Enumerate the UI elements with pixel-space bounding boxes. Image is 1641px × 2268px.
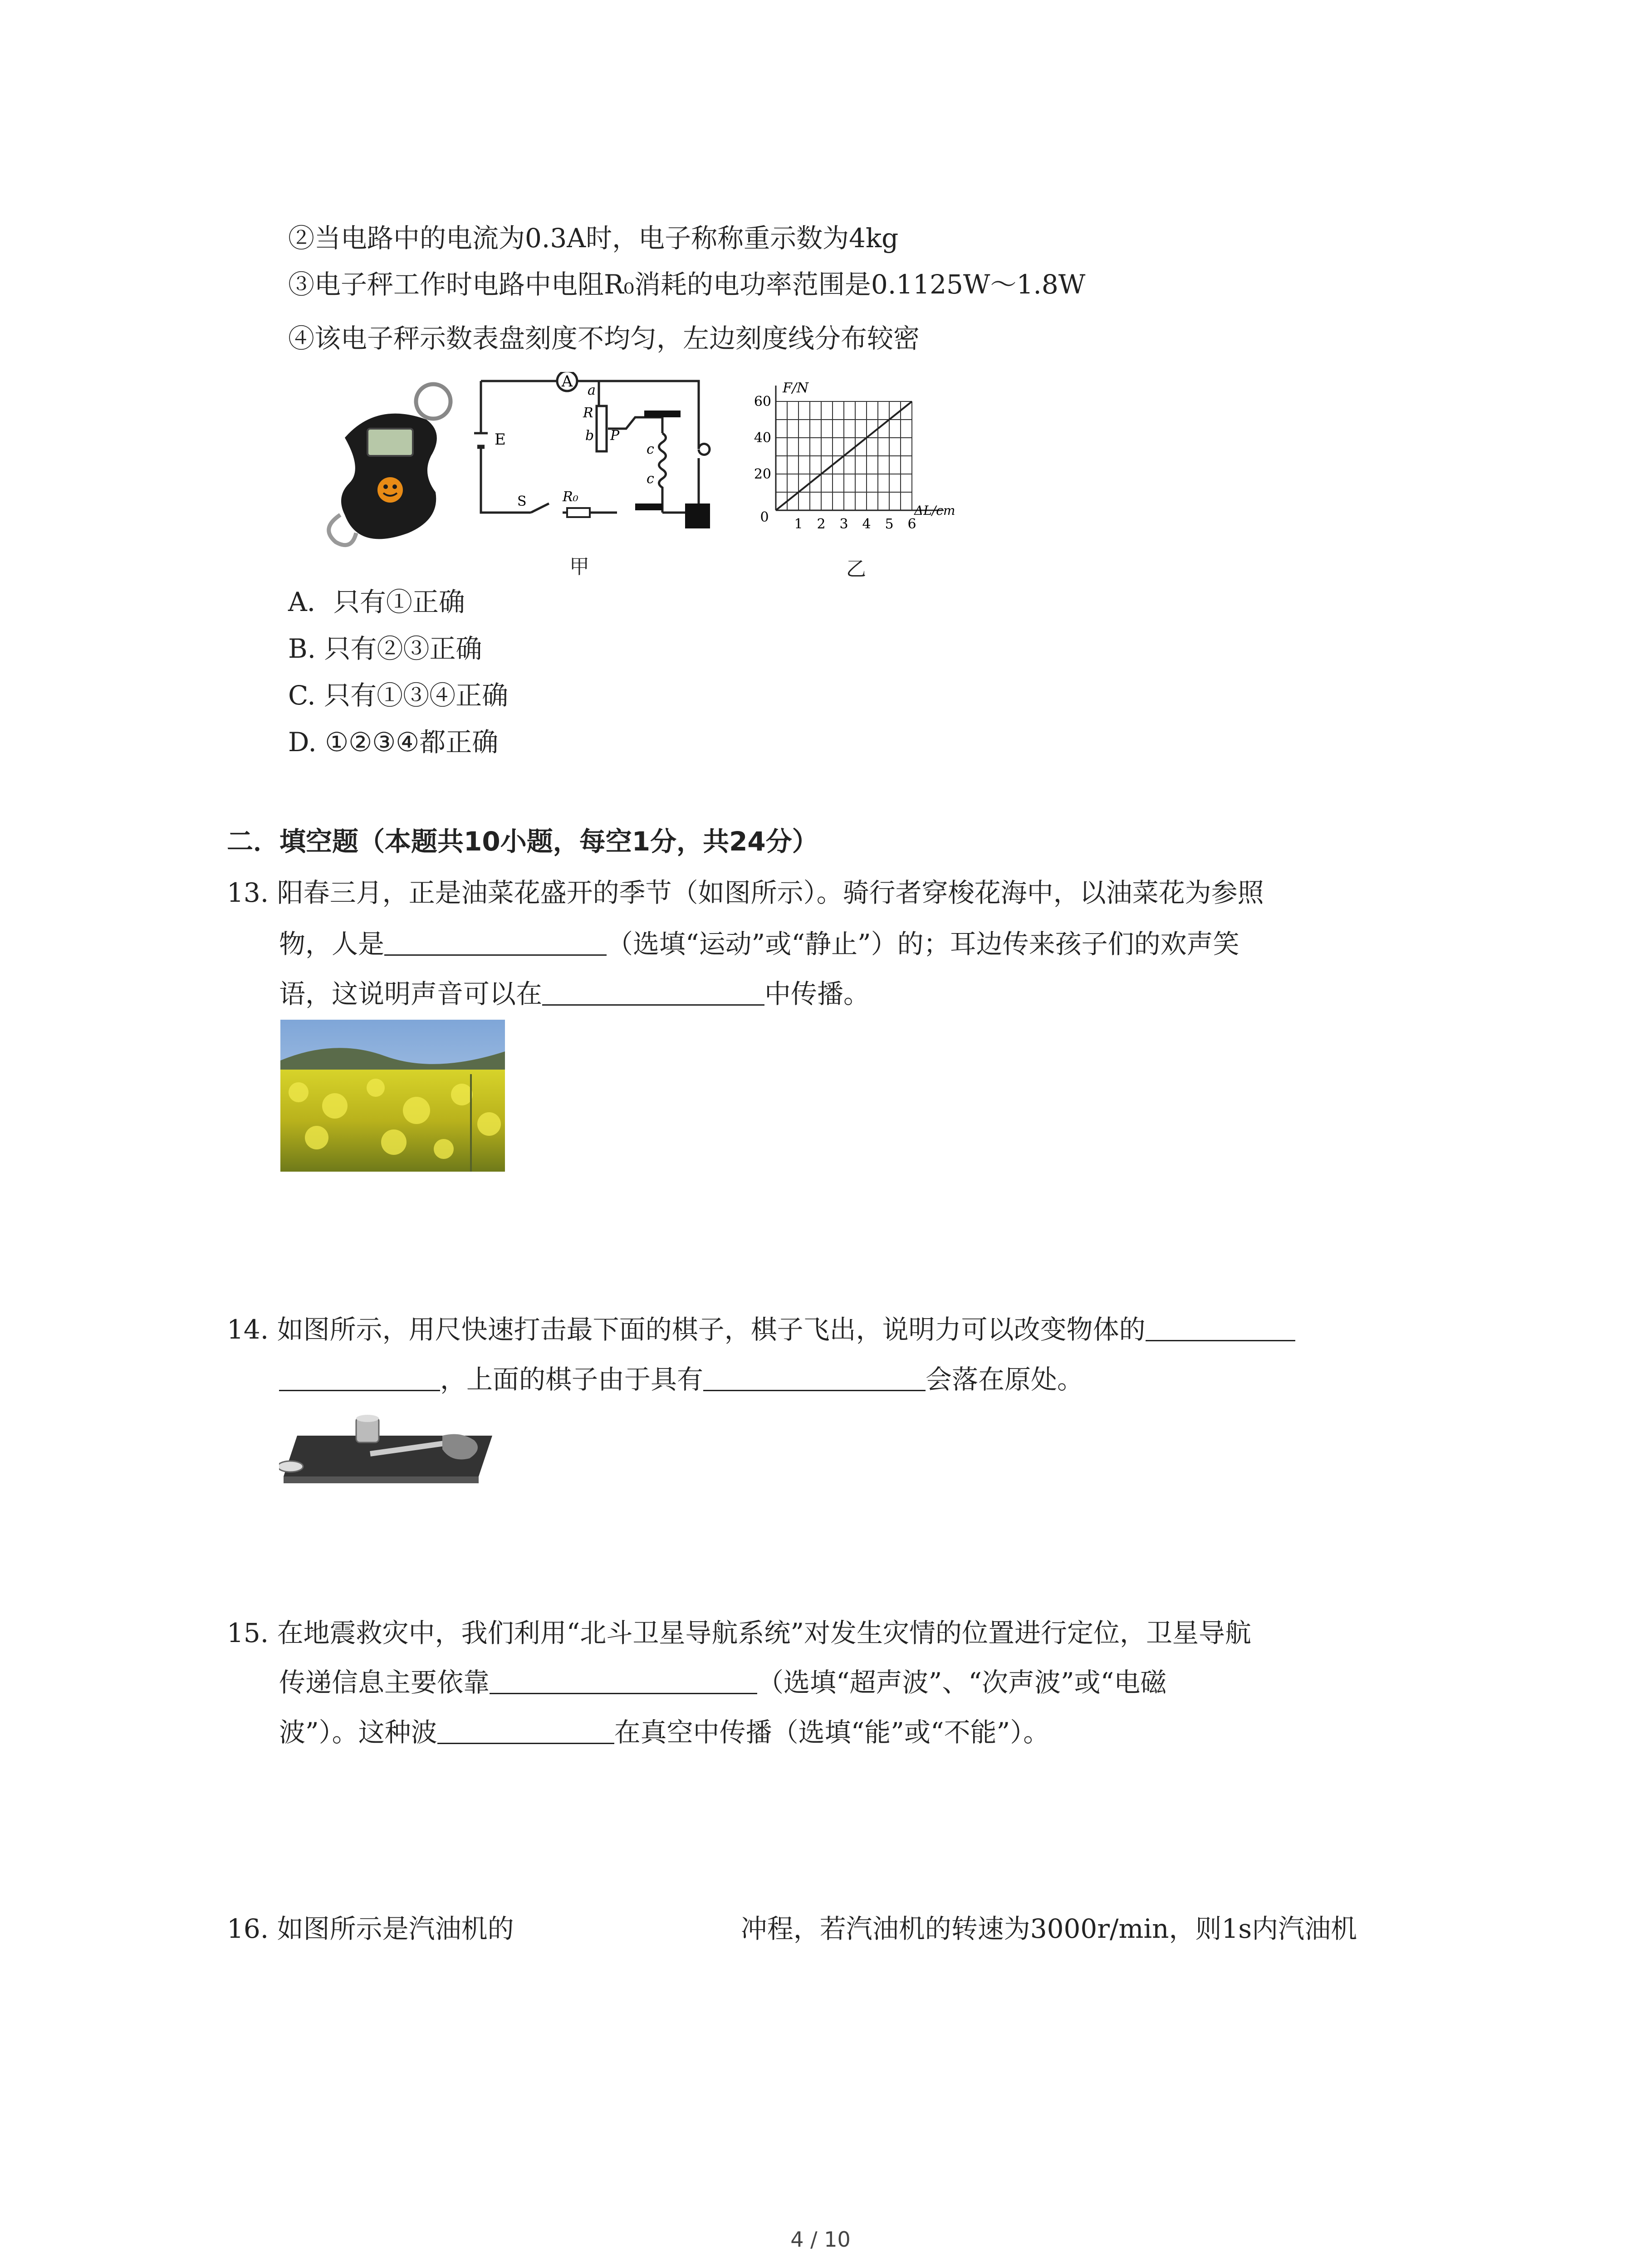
switch-label: S — [517, 494, 527, 509]
ammeter-label: A — [561, 372, 573, 391]
q15-line2-start: 传递信息主要依靠 — [279, 1667, 490, 1698]
q15-line3-end: 在真空中传播（选填“能”或“不能”）。 — [614, 1717, 1050, 1748]
force-extension-chart — [744, 379, 962, 542]
chart-x-tick-label: 1 — [794, 516, 803, 532]
q13-line2-start: 物，人是 — [279, 929, 385, 959]
q15-blank-2[interactable] — [437, 1714, 614, 1744]
label-c-upper: c — [647, 441, 654, 457]
chart-x-tick-label: 4 — [862, 516, 871, 532]
section-heading: 二．填空题（本题共10小题，每空1分，共24分） — [227, 826, 818, 857]
statement-3: ③电子秤工作时电路中电阻R₀消耗的电功率范围是0.1125W～1.8W — [288, 269, 1086, 300]
chart-y-axis-label: F/N — [783, 380, 809, 396]
q13-line1: 13. 阳春三月，正是油菜花盛开的季节（如图所示）。骑行者穿梭花海中，以油菜花为参照 — [227, 877, 1264, 908]
q14-line2-end: 会落在原处。 — [926, 1364, 1084, 1395]
chart-y-tick-label: 40 — [754, 430, 771, 446]
q16-line1-start: 16. 如图所示是汽油机的 — [227, 1913, 514, 1944]
option-a: A．只有①正确 — [288, 587, 465, 617]
chart-y-tick-label: 20 — [754, 466, 771, 482]
circuit-diagram — [472, 372, 717, 544]
q13-line3-start: 语，这说明声音可以在 — [279, 978, 543, 1009]
caption-jia: 甲 — [569, 555, 589, 578]
chess-pieces-experiment-image — [279, 1408, 497, 1486]
statement-4: ④该电子秤示数表盘刻度不均匀，左边刻度线分布较密 — [288, 323, 920, 354]
label-P: P — [610, 428, 620, 444]
chart-x-tick-label: 6 — [907, 516, 916, 532]
label-a: a — [588, 382, 596, 398]
q14-blank-1a[interactable] — [1146, 1311, 1295, 1341]
chart-x-tick-label: 2 — [817, 516, 826, 532]
q13-line3-end: 中传播。 — [764, 978, 870, 1009]
electronic-scale-image — [313, 379, 463, 551]
caption-yi: 乙 — [846, 557, 866, 581]
label-R: R — [583, 405, 593, 421]
q15-line2-end: （选填“超声波”、“次声波”或“电磁 — [757, 1667, 1167, 1698]
q13-line2-end: （选填“运动”或“静止”）的；耳边传来孩子们的欢声笑 — [607, 929, 1239, 959]
q13-blank-1[interactable] — [384, 925, 607, 956]
chart-x-axis-label: ΔL/cm — [914, 503, 955, 518]
q16-line1-end: 冲程，若汽油机的转速为3000r/min，则1s内汽油机 — [740, 1913, 1357, 1944]
q13-blank-2[interactable] — [542, 975, 764, 1006]
option-b: B. 只有②③正确 — [288, 633, 482, 664]
chart-x-tick-label: 0 — [760, 509, 769, 525]
chart-x-tick-label: 3 — [839, 516, 848, 532]
chart-x-tick-label: 5 — [885, 516, 894, 532]
label-b: b — [585, 428, 594, 444]
chart-y-tick-label: 60 — [754, 394, 771, 410]
q15-line3-start: 波”）。这种波 — [279, 1717, 437, 1748]
option-d: D. ①②③④都正确 — [288, 727, 499, 758]
label-c-lower: c — [647, 471, 654, 487]
q14-line1: 14. 如图所示，用尺快速打击最下面的棋子，棋子飞出，说明力可以改变物体的 — [227, 1314, 1146, 1345]
q14-line2-start: ，上面的棋子由于具有 — [440, 1364, 704, 1395]
page-number: 4 / 10 — [790, 2227, 851, 2252]
statement-2: ②当电路中的电流为0.3A时，电子称称重示数为4kg — [288, 223, 899, 254]
q14-blank-1b[interactable] — [279, 1361, 440, 1391]
battery-label: E — [495, 430, 506, 449]
option-c: C. 只有①③④正确 — [288, 680, 509, 711]
q14-blank-2[interactable] — [703, 1361, 926, 1391]
q15-blank-1[interactable] — [490, 1664, 757, 1694]
q15-line1: 15. 在地震救灾中，我们利用“北斗卫星导航系统”对发生灾情的位置进行定位，卫星导航 — [227, 1618, 1251, 1648]
resistor-label: R₀ — [563, 489, 578, 505]
rapeseed-flower-photo — [280, 1020, 505, 1172]
